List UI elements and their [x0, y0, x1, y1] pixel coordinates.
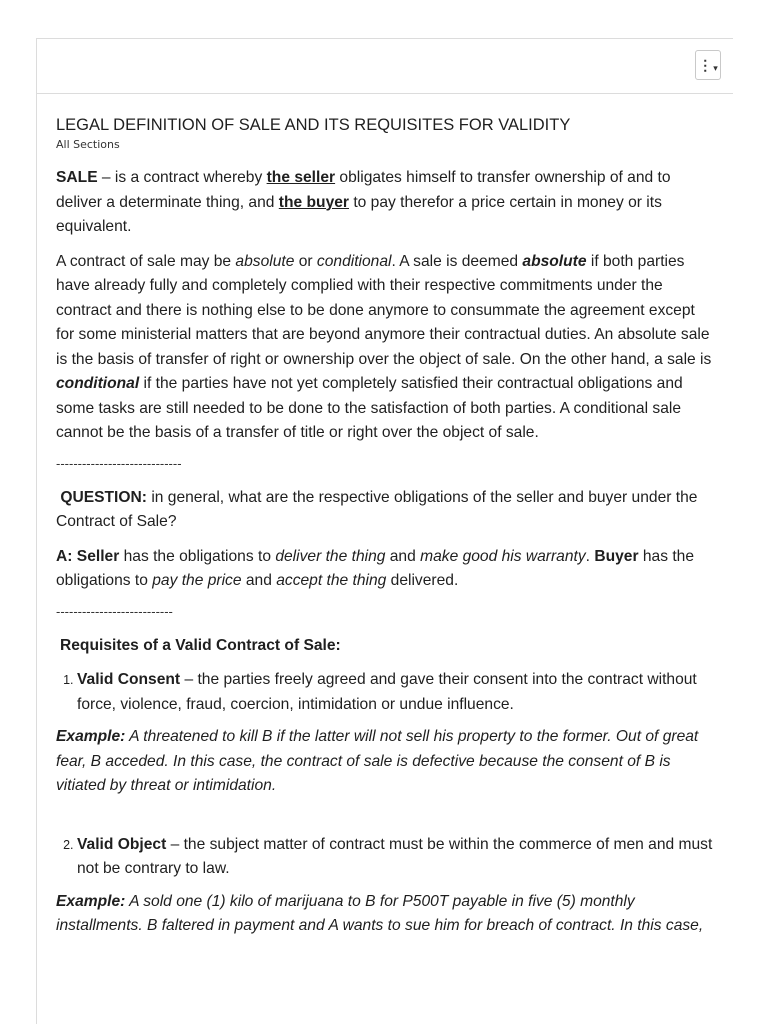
- answer-label: A: Seller: [56, 547, 120, 565]
- list-item: 1. Valid Consent – the parties freely agreed and gave their consent into the contract without force, violence, fraud, coercion, intimidation or undue influence.: [77, 668, 715, 717]
- answer-paragraph: A: Seller has the obligations to deliver the thing and make good his warranty. Buyer has the obligations to pay the price and accept the thing delivered.: [56, 547, 695, 589]
- list-item: 2. Valid Object – the subject matter of contract must be within the commerce of men and must not be contrary to law.: [77, 833, 715, 882]
- vertical-ellipsis-icon: ⋮: [698, 57, 713, 73]
- term-buyer: the buyer: [278, 193, 349, 211]
- question-paragraph: QUESTION: in general, what are the respective obligations of the seller and buyer under the Contract of Sale?: [56, 488, 698, 530]
- question-label: QUESTION:: [60, 488, 147, 506]
- divider-line: ---------------------------: [56, 603, 173, 619]
- document-toolbar: [37, 39, 733, 94]
- page-title: LEGAL DEFINITION OF SALE AND ITS REQUISITES FOR VALIDITY: [56, 116, 571, 134]
- term-seller: the seller: [266, 169, 336, 186]
- section-label: All Sections: [56, 138, 120, 151]
- requisites-heading: Requisites of a Valid Contract of Sale:: [60, 636, 341, 654]
- blank-line: [56, 809, 715, 833]
- article-body: [37, 94, 733, 939]
- chevron-down-icon: ▾: [713, 62, 718, 73]
- requisites-list: [56, 668, 715, 717]
- definition-paragraph: SALE – is a contract whereby the seller obligates himself to transfer ownership of and to deliver a determinate thing, and the buyer to pay therefor a price certain in money or its equivalent.: [56, 169, 671, 235]
- more-options-button[interactable]: [695, 50, 721, 80]
- example-paragraph: Example: A sold one (1) kilo of marijuana to B for P500T payable in five (5) monthly installments. B faltered in payment and A wants to sue him for breach of contract. In this case,: [56, 892, 704, 934]
- term-sale: SALE: [56, 169, 98, 186]
- document-panel: [36, 38, 733, 1024]
- requisites-list: [56, 833, 715, 882]
- kinds-paragraph: A contract of sale may be absolute or conditional. A sale is deemed absolute if both parties have already fully and completely complied with their respective commitments under the contract and there is nothing else to be done anymore to consummate the agreement except for some ministerial matters that are beyond anymore their contractual duties. An absolute sale is the basis of transfer of right or ownership over the object of sale. On the other hand, a sale is conditional if the parties have not yet completely satisfied their contractual obligations and some tasks are still needed to be done to the satisfaction of both parties. A conditional sale cannot be the basis of a transfer of title or right over the object of sale.: [56, 252, 712, 441]
- divider-line: -----------------------------: [56, 455, 182, 471]
- example-paragraph: Example: A threatened to kill B if the latter will not sell his property to the former. Out of great fear, B acceded. In this case, the contract of sale is defective because the consent of B is vitiated by threat or intimidation.: [56, 728, 699, 794]
